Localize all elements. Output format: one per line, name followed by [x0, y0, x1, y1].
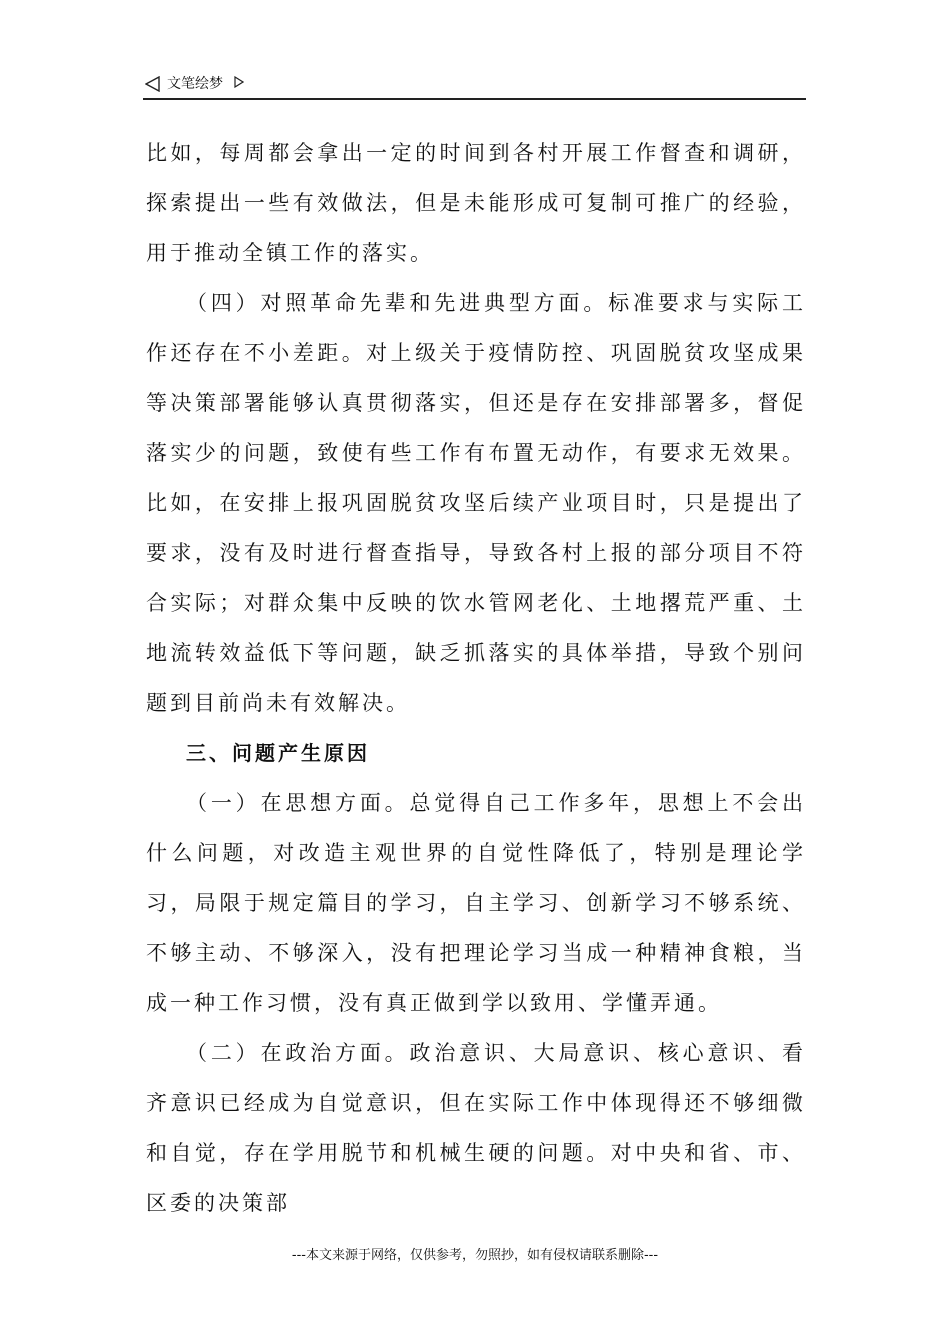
- paragraph-political-aspect: （二）在政治方面。政治意识、大局意识、核心意识、看齐意识已经成为自觉意识，但在实际工作中体现得还不够细微和自觉，存在学用脱节和机械生硬的问题。对中央和省、市、区委的决策部: [146, 1041, 806, 1215]
- paragraph-thought-aspect: （一）在思想方面。总觉得自己工作多年，思想上不会出什么问题，对改造主观世界的自觉性降低了，特别是理论学习，局限于规定篇目的学习，自主学习、创新学习不够系统、不够主动、不够深入，没有把理论学习当成一种精神食粮，当成一种工作习惯，没有真正做到学以致用、学懂弄通。: [146, 791, 806, 1015]
- section-heading: 三、问题产生原因: [186, 741, 370, 765]
- page-header: [143, 74, 806, 100]
- page-footer-disclaimer: ---本文来源于网络，仅供参考，勿照抄，如有侵权请联系删除---: [291, 1248, 659, 1263]
- header-title: 文笔绘梦: [167, 76, 223, 92]
- triangle-right-outline-icon: [234, 76, 244, 88]
- document-body: [146, 128, 806, 1228]
- triangle-left-outline-icon: [145, 76, 160, 92]
- paragraph-continued: 比如，每周都会拿出一定的时间到各村开展工作督查和调研，探索提出一些有效做法，但是未能形成可复制可推广的经验，用于推动全镇工作的落实。: [146, 141, 806, 265]
- paragraph-section-four: （四）对照革命先辈和先进典型方面。标准要求与实际工作还存在不小差距。对上级关于疫情防控、巩固脱贫攻坚成果等决策部署能够认真贯彻落实，但还是存在安排部署多，督促落实少的问题，致使有些工作有布置无动作，有要求无效果。比如，在安排上报巩固脱贫攻坚后续产业项目时，只是提出了要求，没有及时进行督查指导，导致各村上报的部分项目不符合实际；对群众集中反映的饮水管网老化、土地撂荒严重、土地流转效益低下等问题，缺乏抓落实的具体举措，导致个别问题到目前尚未有效解决。: [146, 291, 806, 715]
